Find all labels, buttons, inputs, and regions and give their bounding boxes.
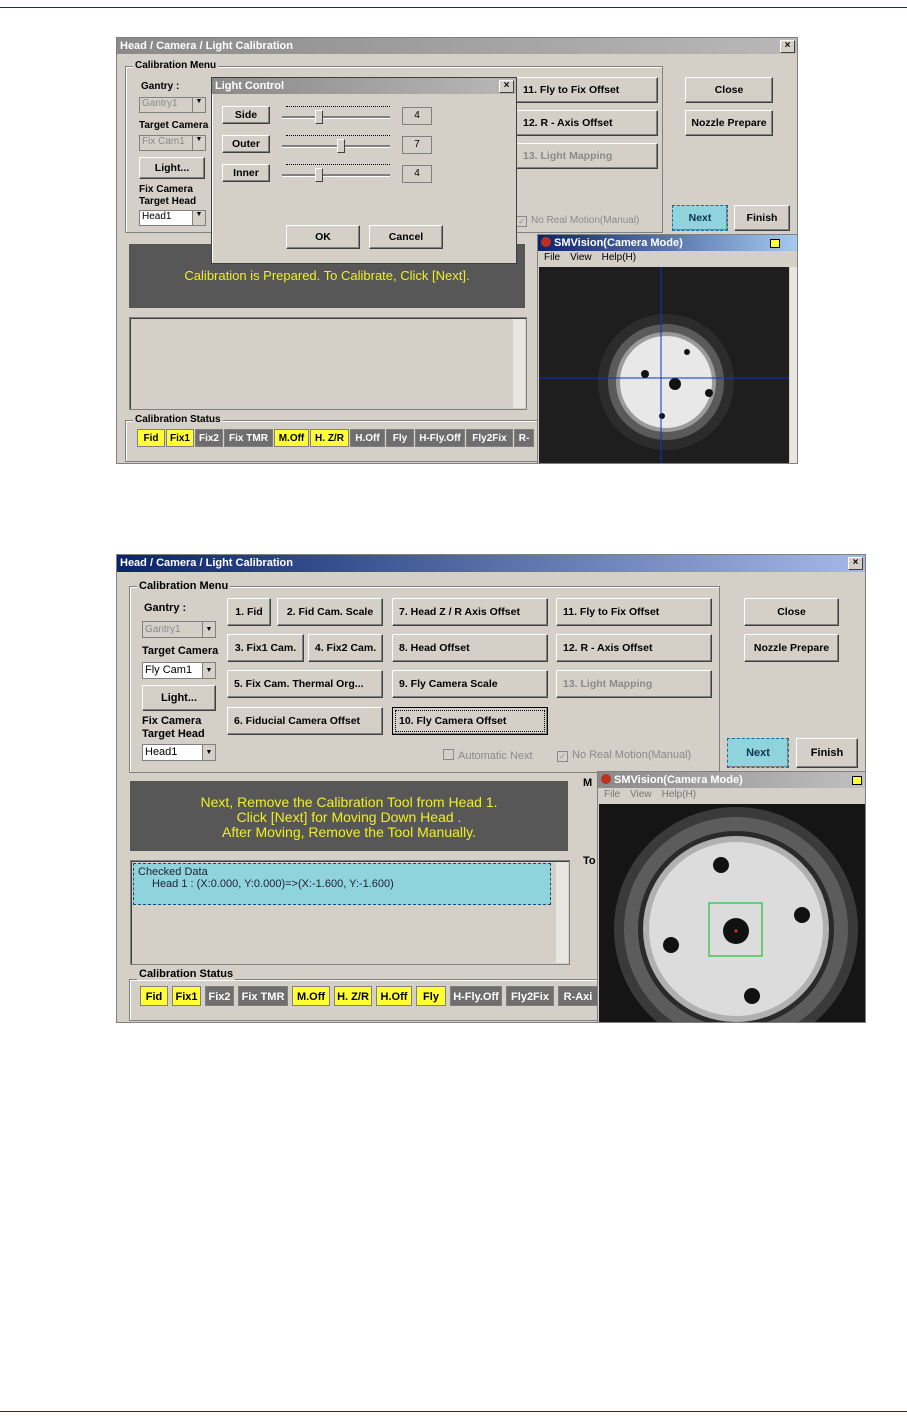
close-button[interactable]: Close (744, 598, 839, 626)
status-chip: H.Off (350, 429, 385, 447)
menu-view[interactable]: View (630, 789, 652, 800)
target-head-select[interactable] (142, 744, 216, 761)
light-mapping-button[interactable]: 13. Light Mapping (556, 670, 712, 698)
checked-data-title: Checked Data (138, 866, 208, 878)
target-head-select[interactable] (139, 210, 206, 226)
r-axis-offset-button[interactable]: 12. R - Axis Offset (556, 634, 712, 662)
menu-file[interactable]: File (544, 252, 561, 263)
target-head-label: Target Head (139, 196, 197, 207)
light-mapping-button[interactable]: 13. Light Mapping (516, 143, 658, 169)
minimize-icon[interactable] (770, 239, 780, 248)
side-slider-thumb[interactable] (315, 110, 323, 124)
no-real-motion-checkbox[interactable] (557, 749, 691, 762)
message-line-1: Next, Remove the Calibration Tool from Head 1. (200, 794, 498, 810)
side-panel-to-label: To (583, 855, 596, 867)
side-value: 4 (402, 107, 432, 125)
minimize-icon[interactable] (852, 776, 862, 785)
target-camera-value: Fix Cam1 (142, 136, 185, 147)
r-axis-offset-button[interactable]: 12. R - Axis Offset (516, 110, 658, 136)
gantry-value: Gantry1 (142, 98, 178, 109)
no-real-motion-label: No Real Motion(Manual) (572, 749, 692, 761)
status-chip: Fly (386, 429, 414, 447)
status-chip: Fly (416, 986, 446, 1006)
check-icon: ✓ (516, 216, 527, 227)
checked-data-area (130, 860, 570, 965)
status-chip-row (137, 429, 547, 447)
target-camera-select[interactable] (139, 135, 206, 151)
camera-menubar (544, 252, 798, 263)
inner-slider-track[interactable] (282, 174, 390, 177)
nozzle-prepare-button[interactable]: Nozzle Prepare (685, 110, 773, 136)
ok-button[interactable]: OK (286, 225, 360, 249)
chevron-down-icon[interactable]: ▼ (202, 745, 215, 760)
window-title: Head / Camera / Light Calibration (117, 38, 797, 54)
camera-menubar (604, 789, 866, 800)
camera-image (599, 804, 865, 1023)
light-row-label: Outer (222, 135, 270, 153)
status-chip: M.Off (274, 429, 309, 447)
target-head-value: Head1 (145, 746, 178, 758)
message-line-2: Click [Next] for Moving Down Head . (236, 809, 462, 825)
outer-slider-thumb[interactable] (337, 139, 345, 153)
status-chip: Fid (137, 429, 165, 447)
fly-to-fix-offset-button[interactable]: 11. Fly to Fix Offset (516, 77, 658, 103)
fix-cam-thermal-button[interactable]: 5. Fix Cam. Thermal Org... (227, 670, 383, 698)
status-chip: Fly2Fix (506, 986, 554, 1006)
fly-camera-scale-button[interactable]: 9. Fly Camera Scale (392, 670, 548, 698)
vertical-scrollbar[interactable] (556, 862, 568, 963)
gantry-value: Gantry1 (145, 624, 181, 635)
fix2-cam-button[interactable]: 4. Fix2 Cam. (308, 634, 383, 662)
status-chip-row (140, 986, 600, 1006)
calibration-menu-legend: Calibration Menu (135, 60, 217, 71)
check-icon: ✓ (557, 751, 568, 762)
automatic-next-checkbox[interactable] (443, 749, 533, 762)
camera-view (539, 267, 789, 464)
checked-data-line: Head 1 : (X:0.000, Y:0.000)=>(X:-1.600, Y:-1.600) (152, 878, 394, 890)
menu-file[interactable]: File (604, 789, 621, 800)
status-chip: H-Fly.Off (415, 429, 465, 447)
head-zr-axis-offset-button[interactable]: 7. Head Z / R Axis Offset (392, 598, 548, 626)
gantry-select[interactable] (139, 97, 206, 113)
slider-ticks (286, 106, 390, 110)
status-chip: Fix1 (166, 429, 194, 447)
status-chip: Fix TMR (224, 429, 273, 447)
fid-cam-scale-button[interactable]: 2. Fid Cam. Scale (277, 598, 383, 626)
status-chip: Fly2Fix (466, 429, 513, 447)
light-button[interactable]: Light... (142, 685, 216, 711)
top-rule (0, 7, 907, 8)
calibration-window-1 (116, 37, 798, 464)
camera-scrollbar[interactable] (790, 267, 798, 464)
light-button[interactable]: Light... (139, 157, 205, 179)
status-chip: M.Off (292, 986, 330, 1006)
fly-to-fix-offset-button[interactable]: 11. Fly to Fix Offset (556, 598, 712, 626)
target-head-label: Target Head (142, 728, 205, 740)
status-chip: Fix2 (195, 429, 223, 447)
status-chip: H-Fly.Off (450, 986, 502, 1006)
fix1-cam-button[interactable]: 3. Fix1 Cam. (227, 634, 304, 662)
chevron-down-icon[interactable]: ▼ (192, 136, 205, 150)
bottom-rule (0, 1411, 907, 1412)
calibration-window-2 (116, 554, 866, 1023)
light-control-dialog (211, 77, 517, 264)
checked-data-box (133, 863, 551, 905)
camera-window-title: SMVision(Camera Mode) (598, 772, 866, 788)
camera-view (599, 804, 865, 1023)
status-chip: H. Z/R (334, 986, 372, 1006)
camera-window (597, 771, 866, 1023)
menu-help[interactable]: Help(H) (661, 789, 697, 800)
close-icon[interactable]: × (848, 557, 863, 570)
fix-camera-label: Fix Camera (142, 715, 202, 727)
chevron-down-icon[interactable]: ▼ (202, 663, 215, 678)
fly-camera-offset-button[interactable]: 10. Fly Camera Offset (392, 707, 548, 735)
menu-view[interactable]: View (570, 252, 592, 263)
fiducial-camera-offset-button[interactable]: 6. Fiducial Camera Offset (227, 707, 383, 735)
calibration-status-legend: Calibration Status (135, 414, 221, 425)
checkbox-icon (443, 749, 454, 760)
cancel-button[interactable]: Cancel (369, 225, 443, 249)
no-real-motion-label: No Real Motion(Manual) (531, 215, 640, 226)
status-chip: Fid (140, 986, 168, 1006)
status-message (130, 781, 568, 851)
next-button[interactable]: Next (672, 205, 728, 231)
inner-value: 4 (402, 165, 432, 183)
status-chip: H.Off (376, 986, 412, 1006)
window-title: Head / Camera / Light Calibration (117, 555, 865, 572)
automatic-next-label: Automatic Next (458, 750, 533, 762)
slider-ticks (286, 164, 390, 168)
status-message-text: Calibration is Prepared. To Calibrate, Click [Next]. (184, 268, 470, 283)
outer-slider-track[interactable] (282, 145, 390, 148)
status-chip: R- (514, 429, 534, 447)
finish-button[interactable]: Finish (796, 738, 858, 768)
menu-help[interactable]: Help(H) (601, 252, 637, 263)
gantry-label: Gantry : (141, 81, 180, 92)
vertical-scrollbar[interactable] (513, 319, 525, 408)
message-line-3: After Moving, Remove the Tool Manually. (222, 824, 476, 840)
head-offset-button[interactable]: 8. Head Offset (392, 634, 548, 662)
camera-window-title: SMVision(Camera Mode) (538, 235, 798, 251)
inner-slider-thumb[interactable] (315, 168, 323, 182)
fid-button[interactable]: 1. Fid (227, 598, 271, 626)
side-panel-m-label: M (583, 777, 593, 789)
camera-window (537, 234, 798, 464)
finish-button[interactable]: Finish (734, 205, 790, 231)
target-camera-label: Target Camera (139, 120, 209, 131)
status-chip: Fix1 (172, 986, 201, 1006)
dialog-close-icon[interactable]: × (499, 80, 514, 93)
calibration-menu-legend: Calibration Menu (139, 580, 229, 592)
camera-icon (541, 237, 551, 247)
gantry-select[interactable] (142, 621, 216, 638)
status-chip: R-Axi (558, 986, 598, 1006)
no-real-motion-checkbox[interactable] (516, 215, 639, 227)
gantry-label: Gantry : (144, 602, 187, 614)
close-button[interactable]: Close (685, 77, 773, 103)
status-chip: Fix TMR (238, 986, 288, 1006)
nozzle-prepare-button[interactable]: Nozzle Prepare (744, 634, 839, 662)
fix-camera-label: Fix Camera (139, 184, 193, 195)
target-camera-label: Target Camera (142, 645, 219, 657)
chevron-down-icon[interactable]: ▼ (202, 622, 215, 637)
target-camera-value: Fly Cam1 (145, 664, 193, 676)
light-row-label: Inner (222, 164, 270, 182)
next-button[interactable]: Next (727, 738, 789, 768)
target-head-value: Head1 (142, 211, 172, 222)
status-chip: Fix2 (205, 986, 234, 1006)
light-control-title: Light Control (212, 78, 516, 94)
side-slider-track[interactable] (282, 116, 390, 119)
log-area (129, 317, 527, 410)
camera-icon (601, 774, 611, 784)
target-camera-select[interactable] (142, 662, 216, 679)
status-chip: H. Z/R (310, 429, 349, 447)
outer-value: 7 (402, 136, 432, 154)
chevron-down-icon[interactable]: ▼ (192, 98, 205, 112)
chevron-down-icon[interactable]: ▼ (192, 211, 205, 225)
calibration-status-legend: Calibration Status (139, 968, 234, 980)
close-icon[interactable]: × (780, 40, 795, 53)
camera-image (539, 267, 789, 464)
light-row-label: Side (222, 106, 270, 124)
